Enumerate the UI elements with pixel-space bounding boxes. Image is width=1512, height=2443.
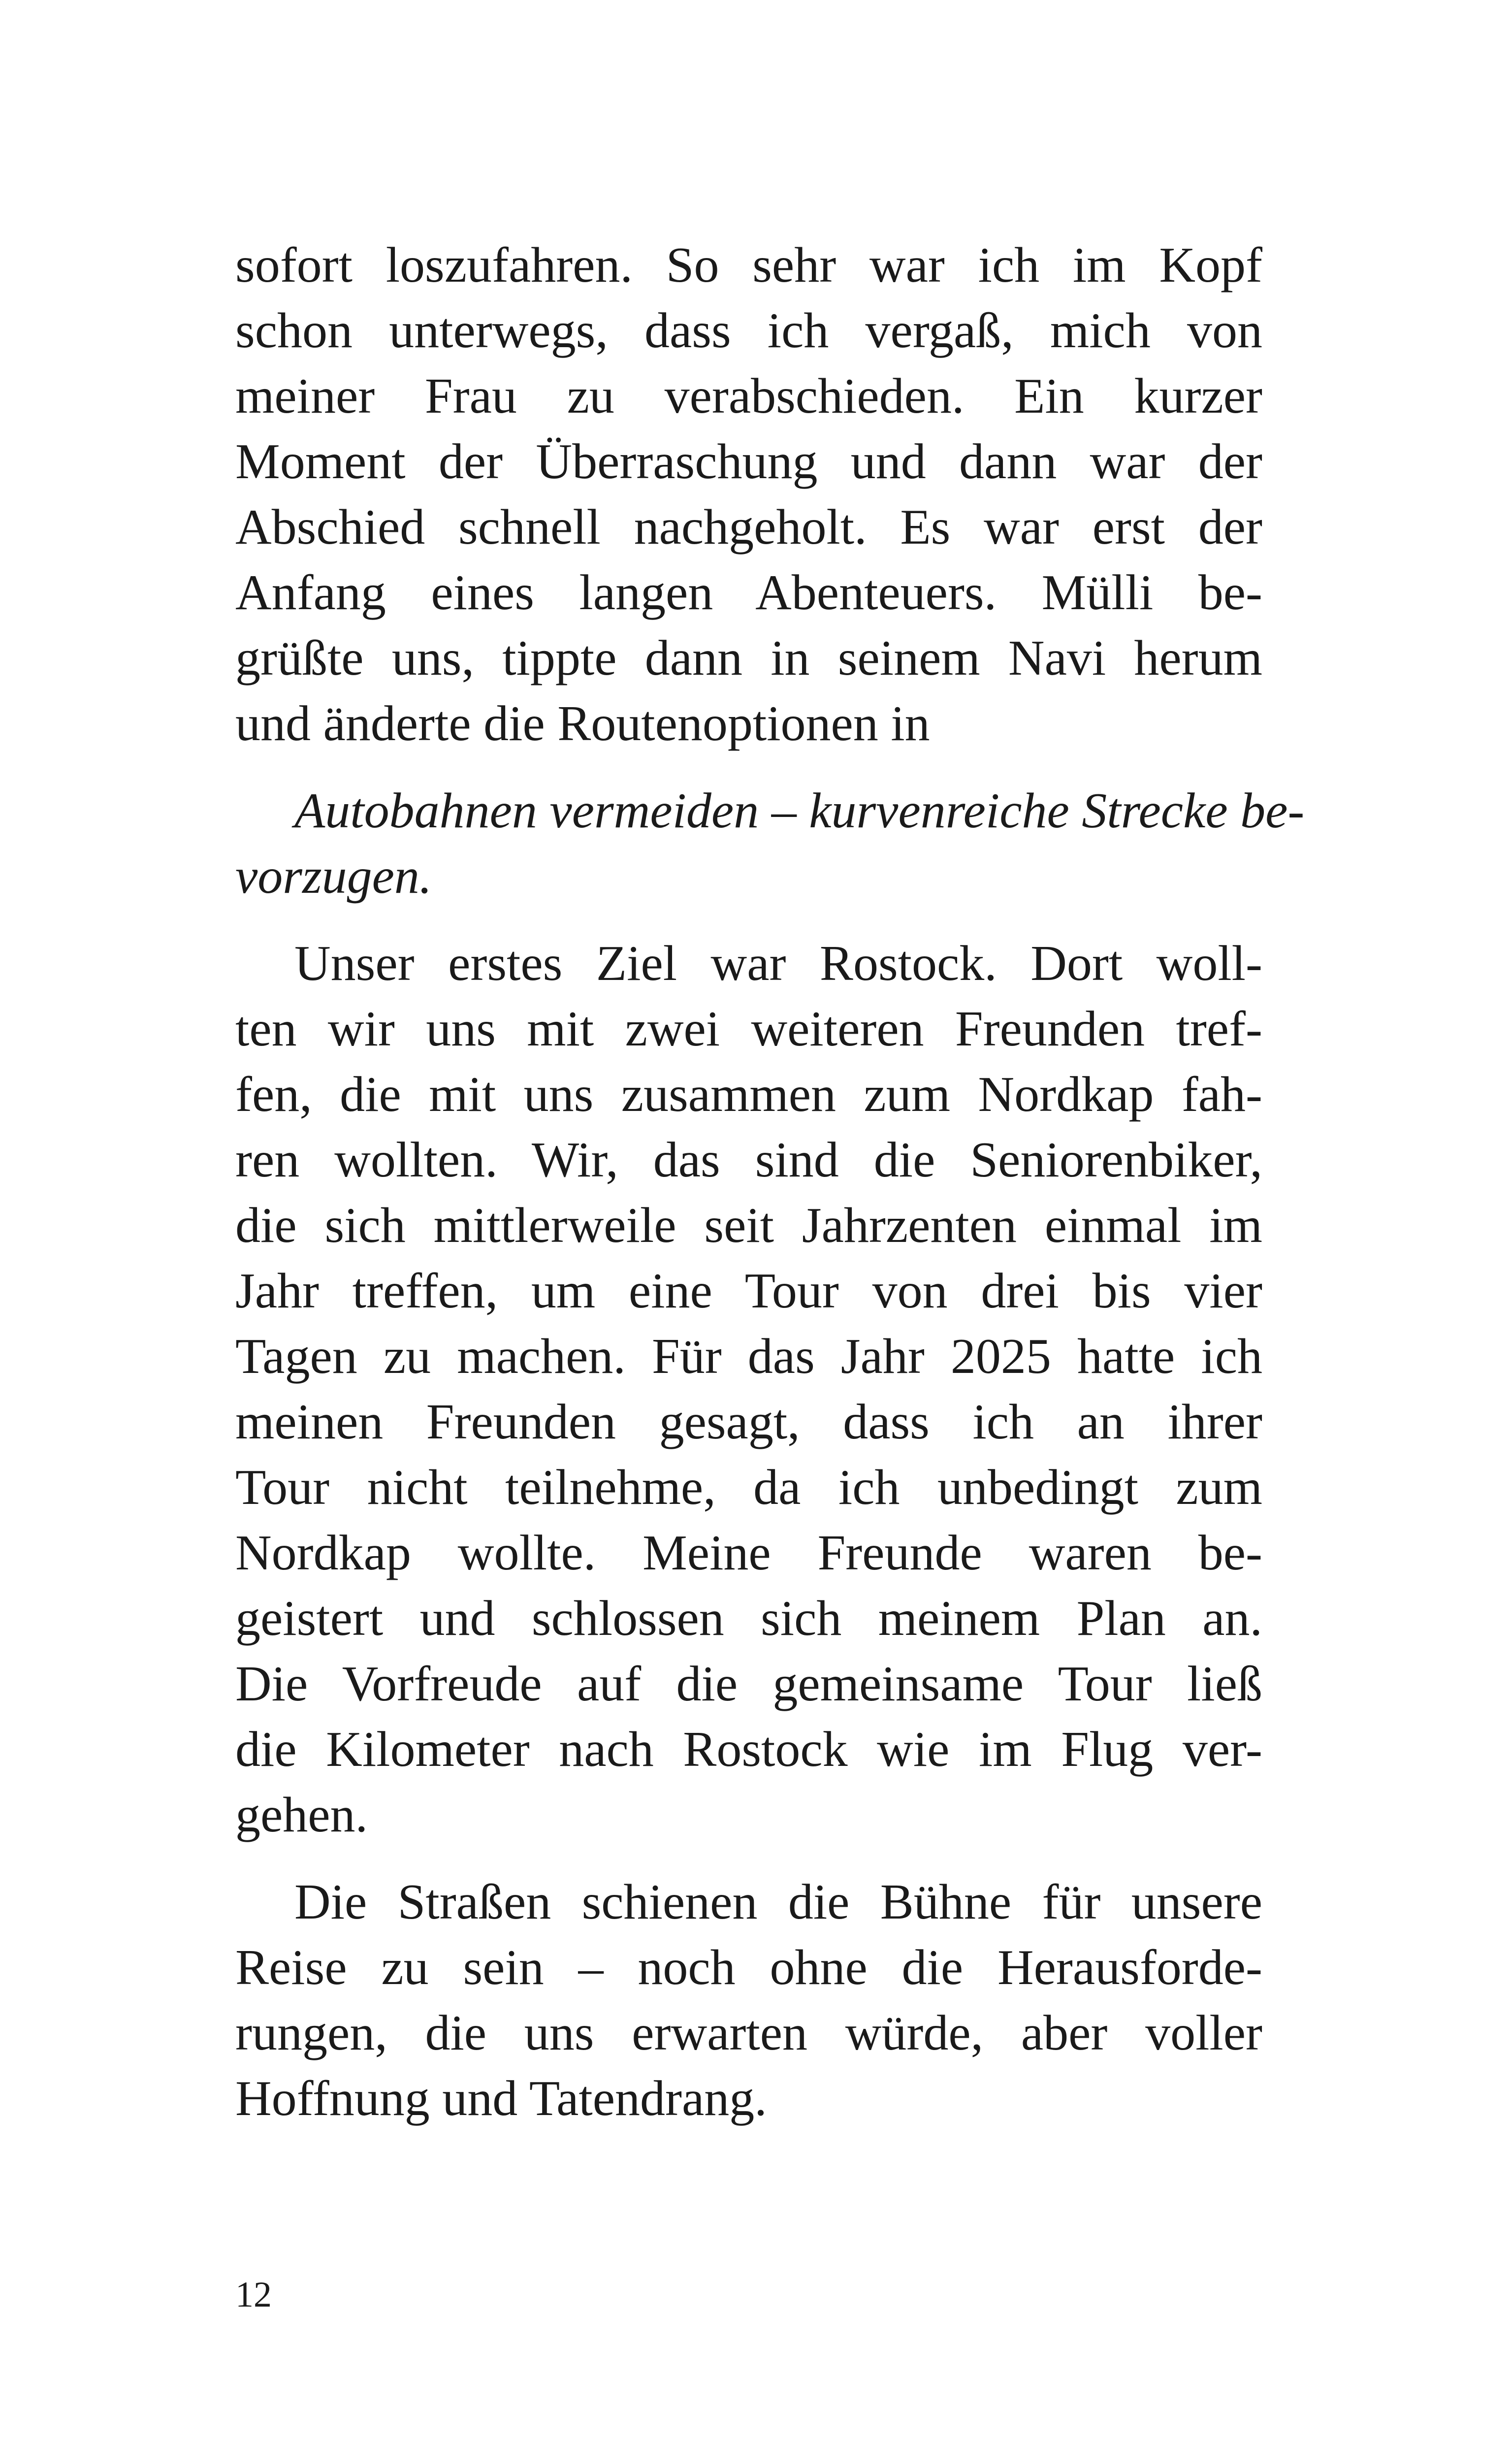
text-line: grüßte uns, tippte dann in seinem Navi herum <box>235 630 1262 686</box>
text-line: die sich mittlerweile seit Jahrzenten einmal im <box>235 1198 1262 1253</box>
body-text <box>235 232 1305 2131</box>
text-line: ten wir uns mit zwei weiteren Freunden tref- <box>235 1001 1262 1057</box>
text-line: Abschied schnell nachgeholt. Es war erst der <box>235 499 1262 555</box>
text-line: meiner Frau zu verabschieden. Ein kurzer <box>235 368 1262 424</box>
text-line: meinen Freunden gesagt, dass ich an ihrer <box>235 1394 1262 1450</box>
text-line: Moment der Überraschung und dann war der <box>235 434 1262 489</box>
paragraph-1 <box>235 232 1262 756</box>
paragraph-4 <box>235 1869 1262 2131</box>
text-line: die Kilometer nach Rostock wie im Flug ver- <box>235 1722 1262 1777</box>
text-line: Unser erstes Ziel war Rostock. Dort woll- <box>294 936 1262 991</box>
text-line: Die Vorfreude auf die gemeinsame Tour ließ <box>235 1656 1262 1712</box>
text-line: geistert und schlossen sich meinem Plan an. <box>235 1591 1262 1646</box>
text-line: ren wollten. Wir, das sind die Seniorenbiker, <box>235 1132 1262 1188</box>
text-line: Die Straßen schienen die Bühne für unsere <box>294 1874 1262 1930</box>
text-line: und änderte die Routenoptionen in <box>235 696 930 751</box>
text-line: Autobahnen vermeiden – kurvenreiche Strecke be- <box>294 783 1305 839</box>
paragraph-spacer <box>235 909 1262 931</box>
text-line: Tagen zu machen. Für das Jahr 2025 hatte ich <box>235 1329 1262 1384</box>
paragraph-spacer <box>235 1848 1262 1869</box>
paragraph-spacer <box>235 756 1262 778</box>
text-line: fen, die mit uns zusammen zum Nordkap fah- <box>235 1067 1262 1122</box>
text-line: Jahr treffen, um eine Tour von drei bis vier <box>235 1263 1262 1319</box>
paragraph-2-italic <box>235 778 1305 909</box>
text-line: Tour nicht teilnehme, da ich unbedingt zum <box>235 1460 1262 1515</box>
text-line: Hoffnung und Tatendrang. <box>235 2071 767 2126</box>
page-number: 12 <box>235 2275 272 2315</box>
paragraph-3 <box>235 931 1262 1848</box>
text-line: Nordkap wollte. Meine Freunde waren be- <box>235 1525 1262 1581</box>
text-line: gehen. <box>235 1787 368 1843</box>
text-line: Reise zu sein – noch ohne die Herausforde- <box>235 1940 1262 1995</box>
text-line: rungen, die uns erwarten würde, aber voller <box>235 2005 1262 2061</box>
text-line: sofort loszufahren. So sehr war ich im Kopf <box>235 237 1262 293</box>
text-line: schon unterwegs, dass ich vergaß, mich von <box>235 303 1262 358</box>
text-line: vorzugen. <box>235 848 432 904</box>
text-line: Anfang eines langen Abenteuers. Mülli be- <box>235 565 1262 620</box>
